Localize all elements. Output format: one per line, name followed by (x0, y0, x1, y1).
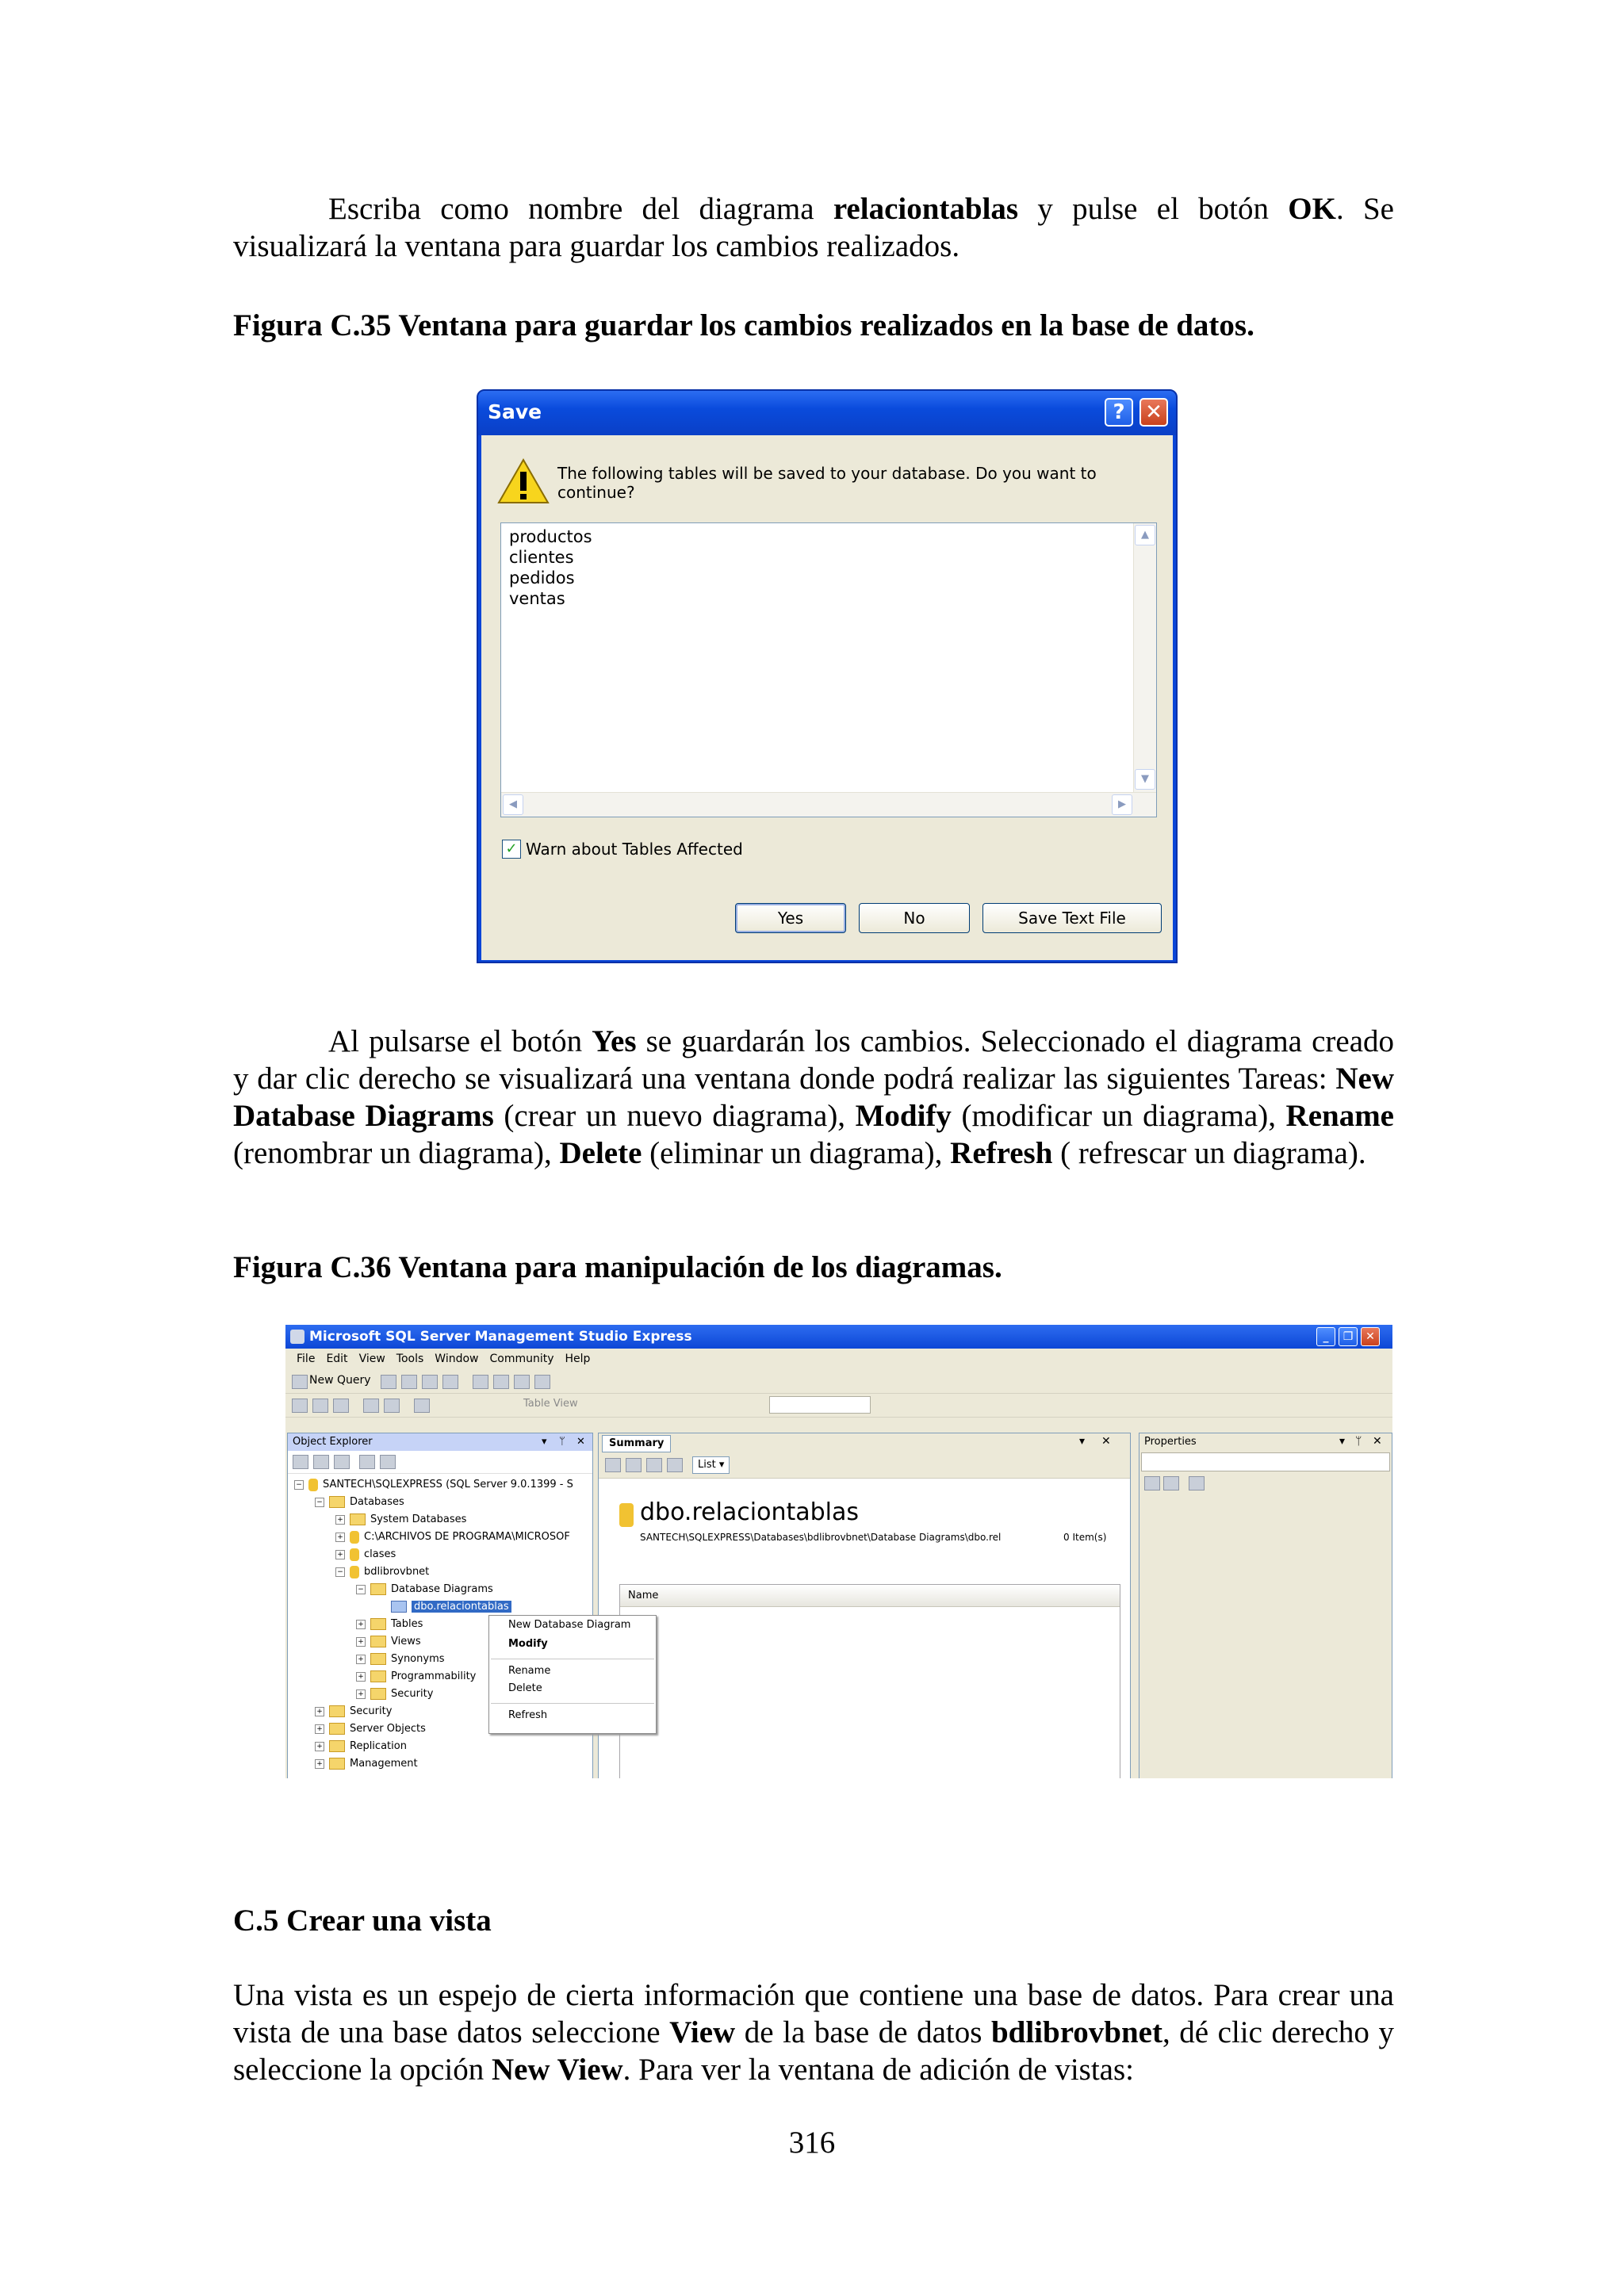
refresh-icon[interactable] (359, 1455, 375, 1469)
open-file-icon[interactable] (401, 1375, 417, 1389)
ssms-close-button[interactable]: ✕ (1361, 1327, 1380, 1346)
props-close-icon[interactable]: ✕ (1373, 1435, 1382, 1448)
table-items (509, 526, 592, 609)
tab-summary[interactable]: Summary (602, 1435, 671, 1452)
sync-icon[interactable] (626, 1458, 642, 1472)
oe-pin-icon[interactable]: ᛘ (559, 1436, 565, 1448)
tree-node[interactable] (335, 1563, 429, 1581)
add-table-icon[interactable] (292, 1399, 308, 1413)
tree-node[interactable] (335, 1546, 396, 1563)
summary-item-count: 0 Item(s) (1063, 1532, 1107, 1543)
expand-icon[interactable]: + (315, 1724, 324, 1734)
properties-title: Properties (1144, 1436, 1197, 1448)
affected-tables-list[interactable] (500, 522, 1157, 817)
tree-node-label: dbo.relaciontablas (412, 1601, 511, 1613)
expand-icon[interactable]: + (315, 1742, 324, 1751)
context-menu (488, 1615, 657, 1734)
tree-node[interactable] (356, 1668, 476, 1686)
tree-node[interactable] (315, 1720, 426, 1738)
summary-panel (598, 1433, 1131, 1778)
expand-icon[interactable]: + (335, 1533, 345, 1542)
tree-node-label: System Databases (370, 1513, 467, 1525)
tree-node-label: Tables (391, 1618, 423, 1630)
primary-key-icon[interactable] (414, 1399, 430, 1413)
folder-icon (329, 1496, 345, 1508)
summary-close-icon[interactable]: ✕ (1101, 1435, 1111, 1448)
menu-window[interactable]: Window (435, 1353, 479, 1365)
save-dialog-title: Save (488, 400, 542, 423)
object-explorer-icon[interactable] (493, 1375, 509, 1389)
yes-button[interactable]: Yes (735, 903, 846, 933)
properties-window-icon[interactable] (534, 1375, 550, 1389)
db-icon (350, 1531, 359, 1544)
save-icon[interactable] (422, 1375, 438, 1389)
menu-file[interactable]: File (297, 1353, 316, 1365)
horizontal-scrollbar[interactable] (501, 792, 1156, 817)
close-button[interactable]: ✕ (1139, 398, 1168, 427)
scroll-right-arrow-icon[interactable]: ▶ (1112, 794, 1132, 815)
tree-node-label: clases (364, 1548, 396, 1560)
expand-icon[interactable]: + (335, 1515, 345, 1525)
diagram-icon (391, 1601, 407, 1613)
tree-node-label: SANTECH\SQLEXPRESS (SQL Server 9.0.1399 - S (323, 1479, 573, 1490)
menu-edit[interactable]: Edit (326, 1353, 348, 1365)
table-list-item[interactable]: ventas (509, 589, 565, 608)
tree-node[interactable] (356, 1581, 493, 1598)
restore-button[interactable]: ❐ (1339, 1327, 1358, 1346)
tree-node-label: Security (391, 1688, 434, 1700)
tree-node[interactable] (356, 1686, 433, 1703)
tree-node-label: Database Diagrams (391, 1583, 493, 1595)
figure-c35-caption: Figura C.35 Ventana para guardar los cambios realizados en la base de datos. (233, 308, 1254, 342)
scroll-down-arrow-icon[interactable]: ▼ (1135, 769, 1155, 790)
registered-servers-icon[interactable] (473, 1375, 488, 1389)
template-explorer-icon[interactable] (514, 1375, 530, 1389)
collapse-icon[interactable]: − (315, 1498, 324, 1507)
expand-icon[interactable]: + (356, 1637, 366, 1647)
menu-community[interactable]: Community (489, 1353, 554, 1365)
tree-node-label: Synonyms (391, 1653, 445, 1665)
props-dropdown-icon[interactable]: ▾ (1339, 1435, 1346, 1448)
server-icon (308, 1479, 318, 1491)
tree-node[interactable] (315, 1755, 418, 1773)
tree-node-label: Databases (350, 1496, 404, 1508)
warn-tables-label: Warn about Tables Affected (526, 840, 743, 859)
tree-node[interactable] (315, 1738, 407, 1755)
stop-icon[interactable] (334, 1455, 350, 1469)
tree-node-label: Replication (350, 1740, 407, 1752)
folder-icon (329, 1705, 345, 1717)
menu-delete[interactable]: Delete (508, 1682, 542, 1694)
scroll-left-arrow-icon[interactable]: ◀ (503, 794, 523, 815)
remove-table-icon[interactable] (363, 1399, 379, 1413)
tree-node[interactable] (356, 1616, 423, 1633)
expand-icon[interactable]: + (356, 1655, 366, 1664)
folder-icon (350, 1513, 366, 1525)
object-explorer-title: Object Explorer (293, 1436, 373, 1448)
page-number: 316 (788, 2126, 836, 2160)
tree-node[interactable] (315, 1703, 392, 1720)
alphabetical-icon[interactable] (1163, 1476, 1179, 1490)
summary-refresh-icon[interactable] (646, 1458, 662, 1472)
menu-refresh[interactable]: Refresh (508, 1709, 548, 1721)
tree-node[interactable] (335, 1511, 466, 1529)
zoom-combo[interactable] (769, 1396, 871, 1414)
table-list-item[interactable]: productos (509, 527, 592, 546)
expand-icon[interactable]: + (356, 1620, 366, 1629)
save-text-file-button[interactable]: Save Text File (982, 903, 1162, 933)
categorized-icon[interactable] (1144, 1476, 1160, 1490)
warn-tables-checkbox[interactable]: ✓ (502, 840, 521, 859)
connect-icon[interactable] (293, 1455, 308, 1469)
table-view-dropdown[interactable]: Table View (523, 1398, 578, 1410)
menu-tools[interactable]: Tools (396, 1353, 424, 1365)
tree-node-label: bdlibrovbnet (364, 1566, 430, 1578)
table-list-item[interactable]: pedidos (509, 568, 575, 587)
disconnect-icon[interactable] (313, 1455, 329, 1469)
ssms-window (285, 1325, 1392, 1778)
list-button-label: List (698, 1459, 716, 1471)
save-dialog-body (481, 435, 1173, 960)
up-level-icon[interactable] (605, 1458, 621, 1472)
view-paragraph: Una vista es un espejo de cierta información que contiene una base de datos. Para crear una vista de una base datos seleccione View de la base de datos bdlibrovbnet, dé clic derecho y seleccione la opción New View. Para ver la ventana de adición de vistas: (233, 1978, 1394, 2087)
save-all-icon[interactable] (442, 1375, 458, 1389)
folder-icon (370, 1688, 386, 1700)
ssms-titlebar (285, 1325, 1392, 1349)
expand-icon[interactable]: + (335, 1550, 345, 1559)
oe-close-icon[interactable]: ✕ (576, 1436, 585, 1448)
new-file-icon[interactable] (381, 1375, 396, 1389)
ssms-title: Microsoft SQL Server Management Studio Express (309, 1329, 692, 1345)
warning-icon (497, 457, 550, 505)
help-button[interactable]: ? (1105, 398, 1133, 427)
scroll-up-arrow-icon[interactable]: ▲ (1135, 525, 1155, 545)
minimize-button[interactable]: _ (1316, 1327, 1335, 1346)
folder-icon (370, 1670, 386, 1682)
tree-node-label: Programmability (391, 1670, 477, 1682)
grid-header-name[interactable]: Name (620, 1585, 1120, 1607)
object-explorer-header (288, 1433, 592, 1451)
menu-bar (285, 1349, 1392, 1369)
oe-toolbar (288, 1451, 592, 1474)
db-icon (350, 1566, 359, 1578)
tasks-paragraph: Al pulsarse el botón Yes se guardarán los cambios. Seleccionado el diagrama creado y dar clic derecho se visualizará una ventana donde podrá realizar las siguientes Tareas: New Database Diagrams (crear un nuevo diagrama), Modify (modificar un diagrama), Rename (renombrar un diagrama), Delete (eliminar un diagrama), Refresh ( refrescar un diagrama). (233, 1024, 1395, 1170)
tree-node[interactable] (356, 1651, 445, 1668)
tree-node[interactable] (377, 1598, 511, 1616)
save-dialog-titlebar (478, 391, 1176, 435)
tree-node[interactable] (335, 1529, 570, 1546)
menu-new-database-diagram[interactable]: New Database Diagram (508, 1619, 631, 1631)
figure-c36-caption: Figura C.36 Ventana para manipulación de los diagramas. (233, 1250, 1002, 1284)
folder-icon (329, 1758, 345, 1770)
summary-title: dbo.relaciontablas (640, 1498, 860, 1526)
menu-rename[interactable]: Rename (508, 1665, 551, 1677)
generate-script-icon[interactable] (384, 1399, 400, 1413)
summary-toolbar (599, 1452, 1130, 1479)
summary-dropdown-icon[interactable]: ▾ (1079, 1435, 1086, 1448)
collapse-icon[interactable]: − (335, 1567, 345, 1577)
summary-path: SANTECH\SQLEXPRESS\Databases\bdlibrovbnet\Database Diagrams\dbo.rel (640, 1532, 1002, 1543)
diagram-db-icon (619, 1503, 634, 1527)
folder-icon (370, 1636, 386, 1647)
diagram-toolbar (285, 1393, 1392, 1418)
folder-icon (329, 1723, 345, 1735)
properties-panel (1139, 1433, 1392, 1778)
summary-tabstrip (599, 1433, 1130, 1452)
tree-node-label: Management (350, 1758, 418, 1770)
property-pages-icon[interactable] (1189, 1476, 1205, 1490)
tree-node-label: Server Objects (350, 1723, 426, 1735)
save-dialog (477, 389, 1178, 963)
section-heading: C.5 Crear una vista (233, 1904, 492, 1938)
intro-paragraph: Escriba como nombre del diagrama relaciontablas y pulse el botón OK. Se visualizará la ventana para guardar los cambios realizados. (233, 192, 1394, 263)
filter-icon[interactable] (380, 1455, 396, 1469)
properties-object-combo[interactable] (1141, 1452, 1390, 1471)
standard-toolbar (285, 1369, 1392, 1394)
db-icon (350, 1548, 359, 1561)
delete-table-icon[interactable] (333, 1399, 349, 1413)
add-related-icon[interactable] (312, 1399, 328, 1413)
summary-grid (619, 1584, 1120, 1778)
props-pin-icon[interactable]: ᛘ (1355, 1435, 1362, 1448)
expand-icon[interactable]: + (356, 1689, 366, 1699)
no-button[interactable]: No (859, 903, 970, 933)
oe-dropdown-icon[interactable]: ▾ (542, 1436, 547, 1448)
tree-node[interactable] (294, 1476, 573, 1494)
folder-icon (329, 1740, 345, 1752)
collapse-icon[interactable]: − (294, 1480, 304, 1490)
ssms-app-icon (290, 1330, 304, 1344)
collapse-icon[interactable]: − (356, 1585, 366, 1594)
save-dialog-message: The following tables will be saved to your database. Do you want to continue? (557, 464, 1097, 502)
vertical-scrollbar[interactable] (1133, 523, 1156, 793)
expand-icon[interactable]: + (315, 1707, 324, 1716)
tree-node-label: C:\ARCHIVOS DE PROGRAMA\MICROSOF (364, 1531, 570, 1543)
table-list-item[interactable]: clientes (509, 548, 574, 567)
menu-help[interactable]: Help (565, 1353, 591, 1365)
new-query-button[interactable]: New Query (309, 1374, 371, 1387)
tree-node-label: Security (350, 1705, 393, 1717)
tree-node[interactable] (356, 1633, 421, 1651)
list-button[interactable]: List ▾ (692, 1456, 730, 1474)
folder-icon (370, 1618, 386, 1630)
folder-icon (370, 1653, 386, 1665)
expand-icon[interactable]: + (315, 1759, 324, 1769)
folder-icon (370, 1583, 386, 1595)
summary-filter-icon[interactable] (667, 1458, 683, 1472)
tree-node-label: Views (391, 1636, 421, 1647)
menu-view[interactable]: View (358, 1353, 385, 1365)
tree-node[interactable] (315, 1494, 404, 1511)
new-query-icon[interactable] (292, 1375, 308, 1389)
menu-modify[interactable]: Modify (508, 1638, 548, 1650)
expand-icon[interactable]: + (356, 1672, 366, 1682)
